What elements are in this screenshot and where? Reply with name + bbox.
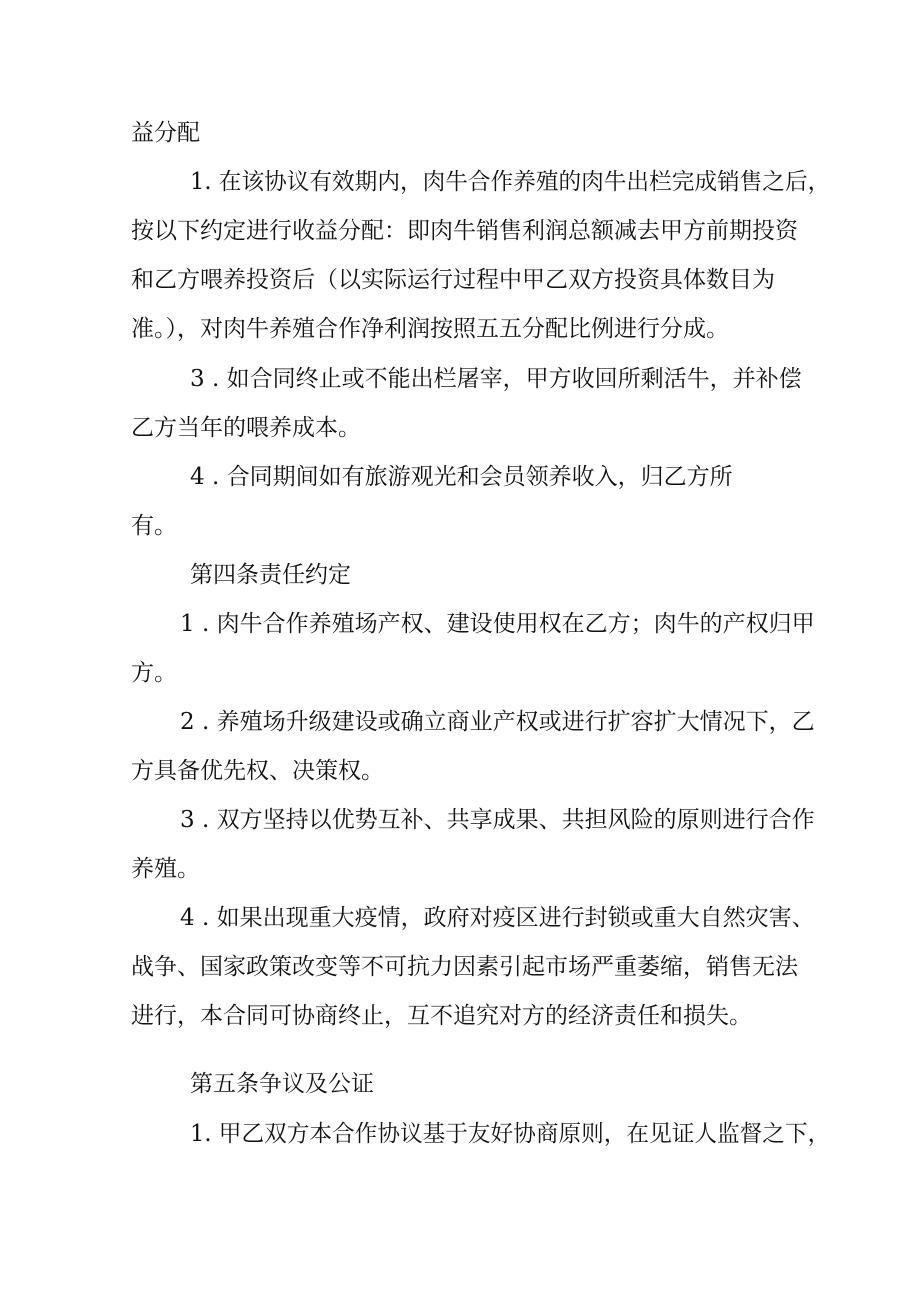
text-line: 益分配	[131, 120, 200, 146]
text-line: 4 . 合同期间如有旅游观光和会员领养收入，归乙方所	[190, 464, 733, 490]
text-line: 4 . 如果出现重大疫情，政府对疫区进行封锁或重大自然灾害、	[180, 905, 815, 931]
text-line: 3 . 如合同终止或不能出栏屠宰，甲方收回所剩活牛，并补偿	[190, 366, 802, 392]
text-line: 1. 甲乙双方本合作协议基于友好协商原则，在见证人监督之下，	[190, 1121, 831, 1147]
text-line: 战争、国家政策改变等不可抗力因素引起市场严重萎缩，销售无法	[131, 954, 798, 980]
text-line: 和乙方喂养投资后（以实际运行过程中甲乙双方投资具体数目为	[131, 267, 775, 293]
text-line: 方具备优先权、决策权。	[131, 758, 384, 784]
text-line: 进行，本合同可协商终止，互不追究对方的经济责任和损失。	[131, 1003, 752, 1029]
text-line: 准。），对肉牛养殖合作净利润按照五五分配比例进行分成。	[131, 316, 729, 342]
text-line: 按以下约定进行收益分配：即肉牛销售利润总额减去甲方前期投资	[131, 218, 798, 244]
text-line: 1. 在该协议有效期内，肉牛合作养殖的肉牛出栏完成销售之后，	[190, 169, 831, 195]
section-heading: 第四条责任约定	[190, 562, 351, 588]
text-line: 方。	[131, 660, 177, 686]
text-line: 1 . 肉牛合作养殖场产权、建设使用权在乙方；肉牛的产权归甲	[180, 611, 815, 637]
text-line: 3 . 双方坚持以优势互补、共享成果、共担风险的原则进行合作	[180, 807, 815, 833]
text-line: 乙方当年的喂养成本。	[131, 415, 361, 441]
text-line: 有。	[131, 513, 177, 539]
text-line: 2 . 养殖场升级建设或确立商业产权或进行扩容扩大情况下，乙	[180, 709, 815, 735]
text-line: 养殖。	[131, 856, 200, 882]
section-heading: 第五条争议及公证	[190, 1071, 374, 1097]
